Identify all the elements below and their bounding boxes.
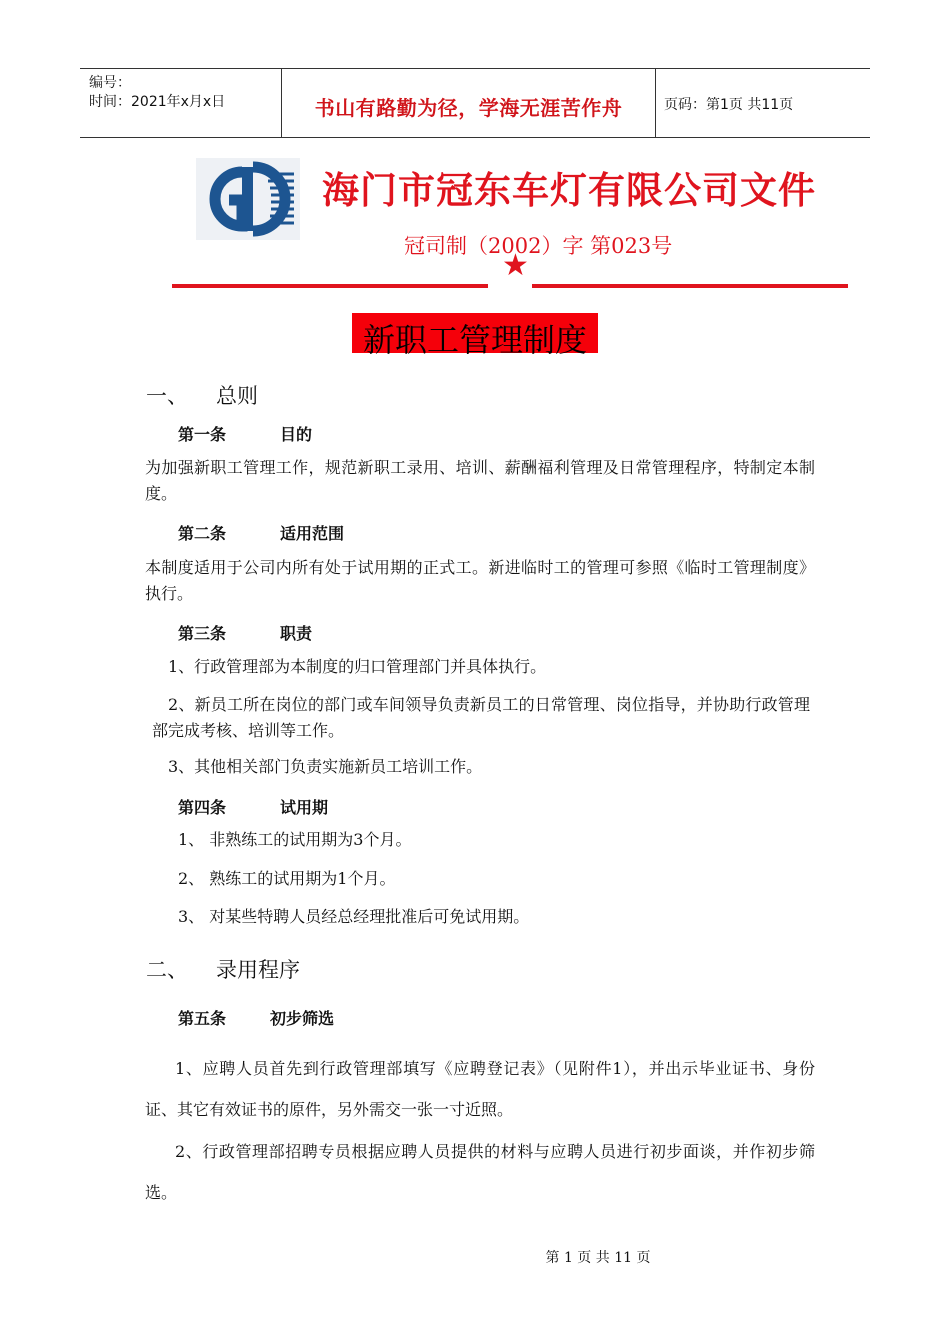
- article-heading-5: [178, 1006, 335, 1029]
- article-title: 初步筛选: [270, 1009, 335, 1028]
- article-3-item-1: 1、行政管理部为本制度的归口管理部门并具体执行。: [168, 657, 547, 676]
- document-number: 冠司制（2002）字 第023号: [404, 234, 673, 258]
- document-title-box: [352, 313, 598, 359]
- red-divider-right: [532, 284, 848, 288]
- header-info-cell: [80, 69, 281, 137]
- article-5-item-1: 1、应聘人员首先到行政管理部填写《应聘登记表》（见附件1），并出示毕业证书、身份证、其它有效证书的原件，另外需交一张一寸近照。: [145, 1059, 815, 1119]
- section-heading-1: [146, 380, 258, 410]
- article-2-text: 本制度适用于公司内所有处于试用期的正式工。新进临时工的管理可参照《临时工管理制度》执行。: [145, 558, 815, 603]
- section-heading-2: [146, 954, 300, 984]
- article-4-item-3: 3、 对某些特聘人员经总经理批准后可免试用期。: [178, 907, 530, 926]
- article-number: 第二条: [178, 524, 227, 543]
- article-4-item-2: 2、 熟练工的试用期为1个月。: [178, 869, 396, 888]
- article-heading-2: [178, 521, 345, 544]
- page-footer: 第 1 页 共 11 页: [545, 1250, 651, 1266]
- document-title: 新职工管理制度: [362, 321, 587, 359]
- section-number: 二、: [146, 958, 188, 982]
- article-3-item-3: 3、其他相关部门负责实施新员工培训工作。: [168, 757, 483, 776]
- company-name: 海门市冠东车灯有限公司文件: [322, 168, 816, 212]
- section-number: 一、: [146, 384, 188, 408]
- company-logo-icon: [196, 158, 300, 240]
- article-heading-1: [178, 422, 313, 445]
- article-title: 试用期: [280, 798, 329, 817]
- article-3-item-2: 2、新员工所在岗位的部门或车间领导负责新员工的日常管理、岗位指导，并协助行政管理部完成考核、培训等工作。: [152, 695, 810, 740]
- motto-text: 书山有路勤为径，学海无涯苦作舟: [314, 96, 623, 120]
- article-number: 第四条: [178, 798, 227, 817]
- header-motto-cell: [281, 69, 656, 137]
- section-title: 总则: [216, 384, 258, 408]
- page-label: 页码：第1页 共11页: [664, 97, 794, 113]
- header-page-cell: [655, 69, 870, 137]
- article-title: 目的: [280, 425, 313, 444]
- article-title: 适用范围: [280, 524, 345, 543]
- article-title: 职责: [280, 624, 313, 643]
- article-number: 第三条: [178, 624, 227, 643]
- article-1-text: 为加强新职工管理工作，规范新职工录用、培训、薪酬福利管理及日常管理程序，特制定本制度。: [145, 458, 815, 503]
- star-icon: ★: [502, 248, 529, 283]
- article-number: 第五条: [178, 1009, 227, 1028]
- section-title: 录用程序: [216, 958, 300, 982]
- article-4-item-1: 1、 非熟练工的试用期为3个月。: [178, 830, 412, 849]
- header-table: [80, 68, 870, 138]
- article-number: 第一条: [178, 425, 227, 444]
- article-heading-4: [178, 795, 329, 818]
- number-label: 编号：: [89, 75, 131, 91]
- date-label: 时间：2021年x月x日: [89, 94, 226, 110]
- red-divider-left: [172, 284, 488, 288]
- article-heading-3: [178, 621, 313, 644]
- article-5-item-2: 2、行政管理部招聘专员根据应聘人员提供的材料与应聘人员进行初步面谈，并作初步筛选。: [145, 1142, 815, 1202]
